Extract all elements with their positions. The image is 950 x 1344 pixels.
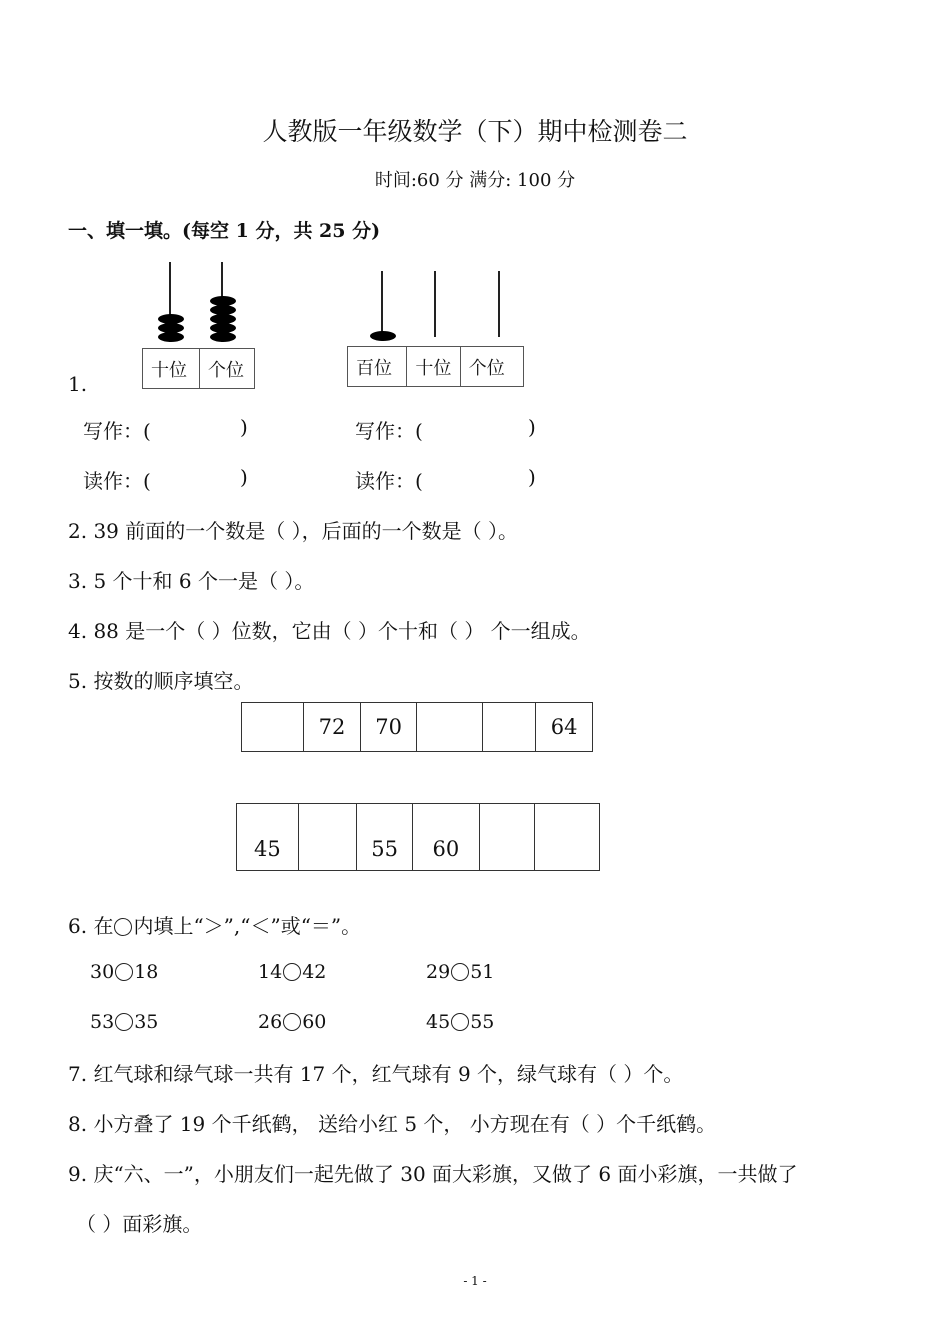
compare-right: 55 — [470, 1011, 495, 1033]
sequence-table-2 — [236, 803, 600, 871]
page-number: - 1 - — [463, 1274, 487, 1288]
compare-left: 26 — [258, 1011, 283, 1033]
write-label-1: 写作：( — [83, 419, 151, 443]
place-label-hundreds: 百位 — [348, 347, 407, 386]
section-heading: 一、填一填。(每空 1 分，共 25 分) — [68, 220, 381, 242]
question-3: 3. 5 个十和 6 个一是（ ）。 — [68, 569, 315, 593]
place-label-ones: 个位 — [468, 357, 505, 379]
compare-left: 29 — [426, 961, 451, 983]
compare-item — [426, 961, 494, 983]
seq2-cell: 55 — [357, 804, 413, 870]
circle-icon[interactable] — [115, 963, 133, 981]
circle-icon — [114, 918, 132, 936]
seq1-cell — [242, 703, 304, 751]
place-label-ones: 个位 — [207, 359, 244, 381]
seq2-cell: 60 — [413, 804, 480, 870]
circle-icon[interactable] — [283, 963, 301, 981]
seq1-cell: 72 — [304, 703, 362, 751]
place-label-tens: 十位 — [407, 347, 460, 386]
compare-right: 60 — [302, 1011, 327, 1033]
read-label-2: 读作：( — [355, 469, 423, 493]
write-label-2: 写作：( — [355, 419, 423, 443]
compare-left: 53 — [90, 1011, 115, 1033]
compare-left: 14 — [258, 961, 283, 983]
question-6 — [68, 910, 361, 939]
question-9-line-2: （ ）面彩旗。 — [76, 1212, 203, 1236]
seq2-cell — [480, 804, 536, 870]
seq1-cell — [417, 703, 483, 751]
question-4: 4. 88 是一个（ ）位数，它由（ ）个十和（ ） 个一组成。 — [68, 619, 591, 643]
compare-left: 45 — [426, 1011, 451, 1033]
compare-item — [258, 961, 326, 983]
question-5: 5. 按数的顺序填空。 — [68, 669, 254, 693]
place-label-tens: 十位 — [143, 349, 200, 388]
compare-right: 35 — [134, 1011, 159, 1033]
abacus-bead — [210, 305, 236, 315]
read-label-1: 读作：( — [83, 469, 151, 493]
compare-item — [90, 1011, 158, 1033]
compare-item — [90, 961, 158, 983]
abacus-rod-ones — [498, 271, 500, 337]
q6-text-after: 内填上“＞”,“＜”或“＝”。 — [133, 914, 362, 938]
seq1-cell: 64 — [550, 715, 578, 739]
circle-icon[interactable] — [283, 1013, 301, 1031]
compare-right: 51 — [470, 961, 495, 983]
page-title: 人教版一年级数学（下）期中检测卷二 — [262, 117, 688, 146]
read-close-2: ) — [528, 465, 536, 489]
abacus-rod-hundreds — [381, 271, 383, 333]
abacus-bead — [158, 323, 184, 333]
compare-right: 18 — [134, 961, 159, 983]
write-close-1: ) — [240, 415, 248, 439]
abacus-bead — [158, 332, 184, 342]
compare-left: 30 — [90, 961, 115, 983]
write-close-2: ) — [528, 415, 536, 439]
read-close-1: ) — [240, 465, 248, 489]
place-value-chart-1 — [142, 348, 255, 389]
q6-text-before: 6. 在 — [68, 914, 114, 938]
question-9-line-1: 9. 庆“六、一”，小朋友们一起先做了 30 面大彩旗，又做了 6 面小彩旗，一共做了 — [68, 1162, 798, 1186]
abacus-bead — [210, 323, 236, 333]
seq2-cell: 45 — [237, 804, 299, 870]
seq1-cell — [483, 703, 537, 751]
seq2-cell — [535, 804, 599, 870]
sequence-table-1 — [241, 702, 593, 752]
circle-icon[interactable] — [451, 1013, 469, 1031]
place-value-chart-2 — [347, 346, 524, 387]
seq1-cell: 70 — [361, 703, 417, 751]
abacus-bead — [210, 332, 236, 342]
question-1-number: 1. — [68, 372, 88, 396]
abacus-rod-tens — [434, 271, 436, 337]
abacus-bead — [210, 296, 236, 306]
question-2: 2. 39 前面的一个数是（ ），后面的一个数是（ ）。 — [68, 519, 518, 543]
abacus-bead — [370, 331, 396, 341]
abacus-bead — [158, 314, 184, 324]
abacus-bead — [210, 314, 236, 324]
compare-item — [258, 1011, 326, 1033]
circle-icon[interactable] — [115, 1013, 133, 1031]
seq2-cell — [299, 804, 358, 870]
exam-info: 时间:60 分 满分: 100 分 — [374, 170, 576, 191]
question-7: 7. 红气球和绿气球一共有 17 个，红气球有 9 个，绿气球有（ ）个。 — [68, 1062, 684, 1086]
compare-item — [426, 1011, 494, 1033]
circle-icon[interactable] — [451, 963, 469, 981]
compare-right: 42 — [302, 961, 327, 983]
question-8: 8. 小方叠了 19 个千纸鹤， 送给小红 5 个， 小方现在有（ ）个千纸鹤。 — [68, 1112, 717, 1136]
